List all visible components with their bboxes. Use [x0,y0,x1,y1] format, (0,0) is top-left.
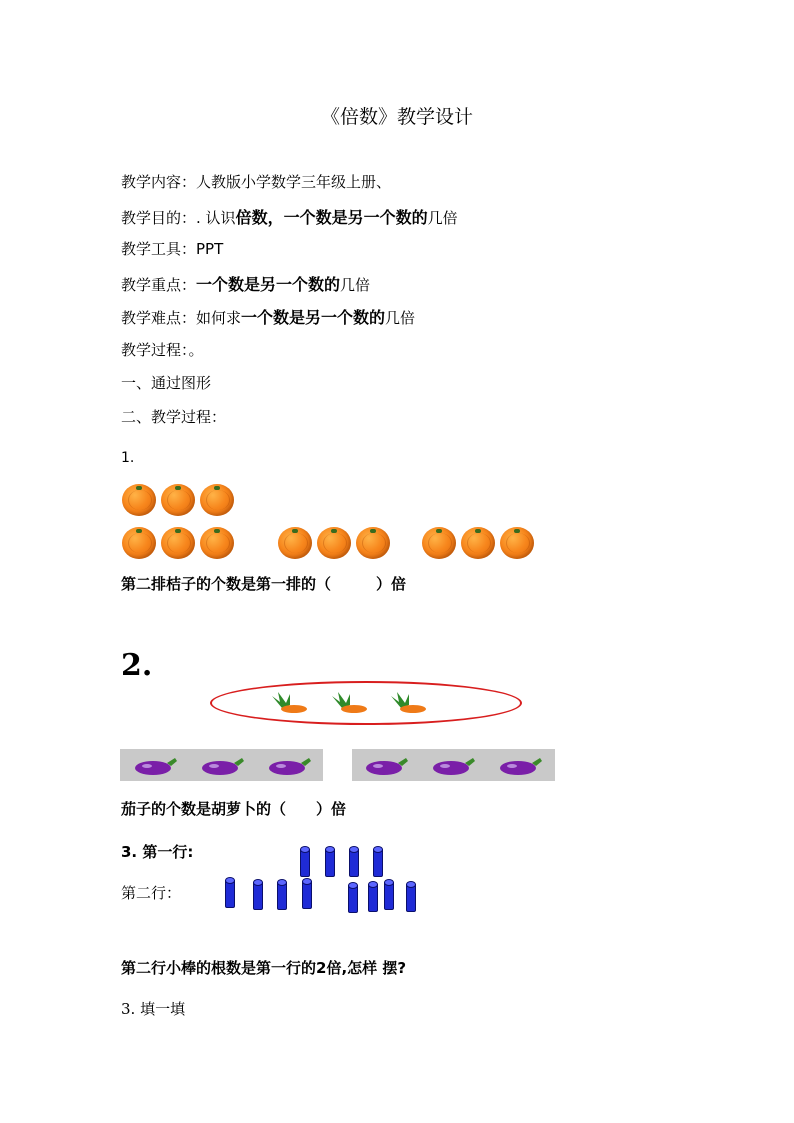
orange-icon [161,527,195,559]
stick-icon [225,879,235,908]
stick-icon [368,883,378,912]
page-title: 《倍数》教学设计 [320,106,473,128]
goal-suffix: 几倍 [427,209,458,227]
goal-prefix: . 认识 [196,209,236,227]
goal-bold: 倍数，一个数是另一个数的 [235,208,428,227]
process-label: 教学过程： [121,341,189,359]
orange-icon [122,484,156,516]
content-value: 人教版小学数学三年级上册、 [196,173,392,191]
difficulty-suffix: 几倍 [385,309,416,327]
stick-icon [302,880,312,909]
q2-number: 2. [121,648,153,683]
eggplant-icon [364,755,410,777]
key-suffix: 几倍 [340,276,371,294]
stick-icon [384,881,394,910]
orange-icon [317,527,351,559]
info-tools [121,238,223,259]
orange-icon [161,484,195,516]
eggplant-icon [498,755,544,777]
difficulty-label: 教学难点： [121,309,197,327]
orange-icon [461,527,495,559]
stick-icon [348,884,358,913]
orange-icon [200,484,234,516]
info-content [121,171,391,192]
step-one: 一、通过图形 [121,374,212,392]
process-value: 。 [188,341,204,359]
carrot-icon [328,692,368,714]
tools-label: 教学工具： [121,240,197,258]
q3-row2-label: 第二行： [121,884,182,902]
q3-question: 第二行小棒的根数是第一行的2倍,怎样 摆? [121,959,407,977]
stick-icon [300,848,310,877]
difficulty-bold: 一个数是另一个数的 [241,308,386,327]
step-two: 二、教学过程： [121,408,227,426]
orange-icon [122,527,156,559]
q3-row1-label: 3. 第一行: [121,843,194,861]
info-key [121,272,370,295]
stick-icon [373,848,383,877]
q4-label: 3. 填一填 [121,1000,186,1018]
info-difficulty [121,305,415,328]
tools-value: PPT [196,240,224,258]
stick-icon [277,881,287,910]
orange-icon [356,527,390,559]
q1-question: 第二排桔子的个数是第一排的（ ）倍 [121,575,407,593]
stick-icon [325,848,335,877]
q2-question: 茄子的个数是胡萝卜的（ ）倍 [121,800,347,818]
orange-icon [278,527,312,559]
info-process [121,339,204,360]
difficulty-prefix: 如何求 [196,309,242,327]
eggplant-icon [200,755,246,777]
eggplant-icon [267,755,313,777]
orange-icon [500,527,534,559]
carrot-icon [387,692,427,714]
q1-number: 1. [121,450,135,466]
info-goal [121,205,458,228]
key-label: 教学重点： [121,276,197,294]
stick-icon [253,881,263,910]
orange-icon [422,527,456,559]
eggplant-icon [431,755,477,777]
stick-icon [406,883,416,912]
orange-icon [200,527,234,559]
stick-icon [349,848,359,877]
content-label: 教学内容： [121,173,197,191]
eggplant-icon [133,755,179,777]
goal-label: 教学目的： [121,209,197,227]
key-bold: 一个数是另一个数的 [196,275,341,294]
carrot-icon [268,692,308,714]
